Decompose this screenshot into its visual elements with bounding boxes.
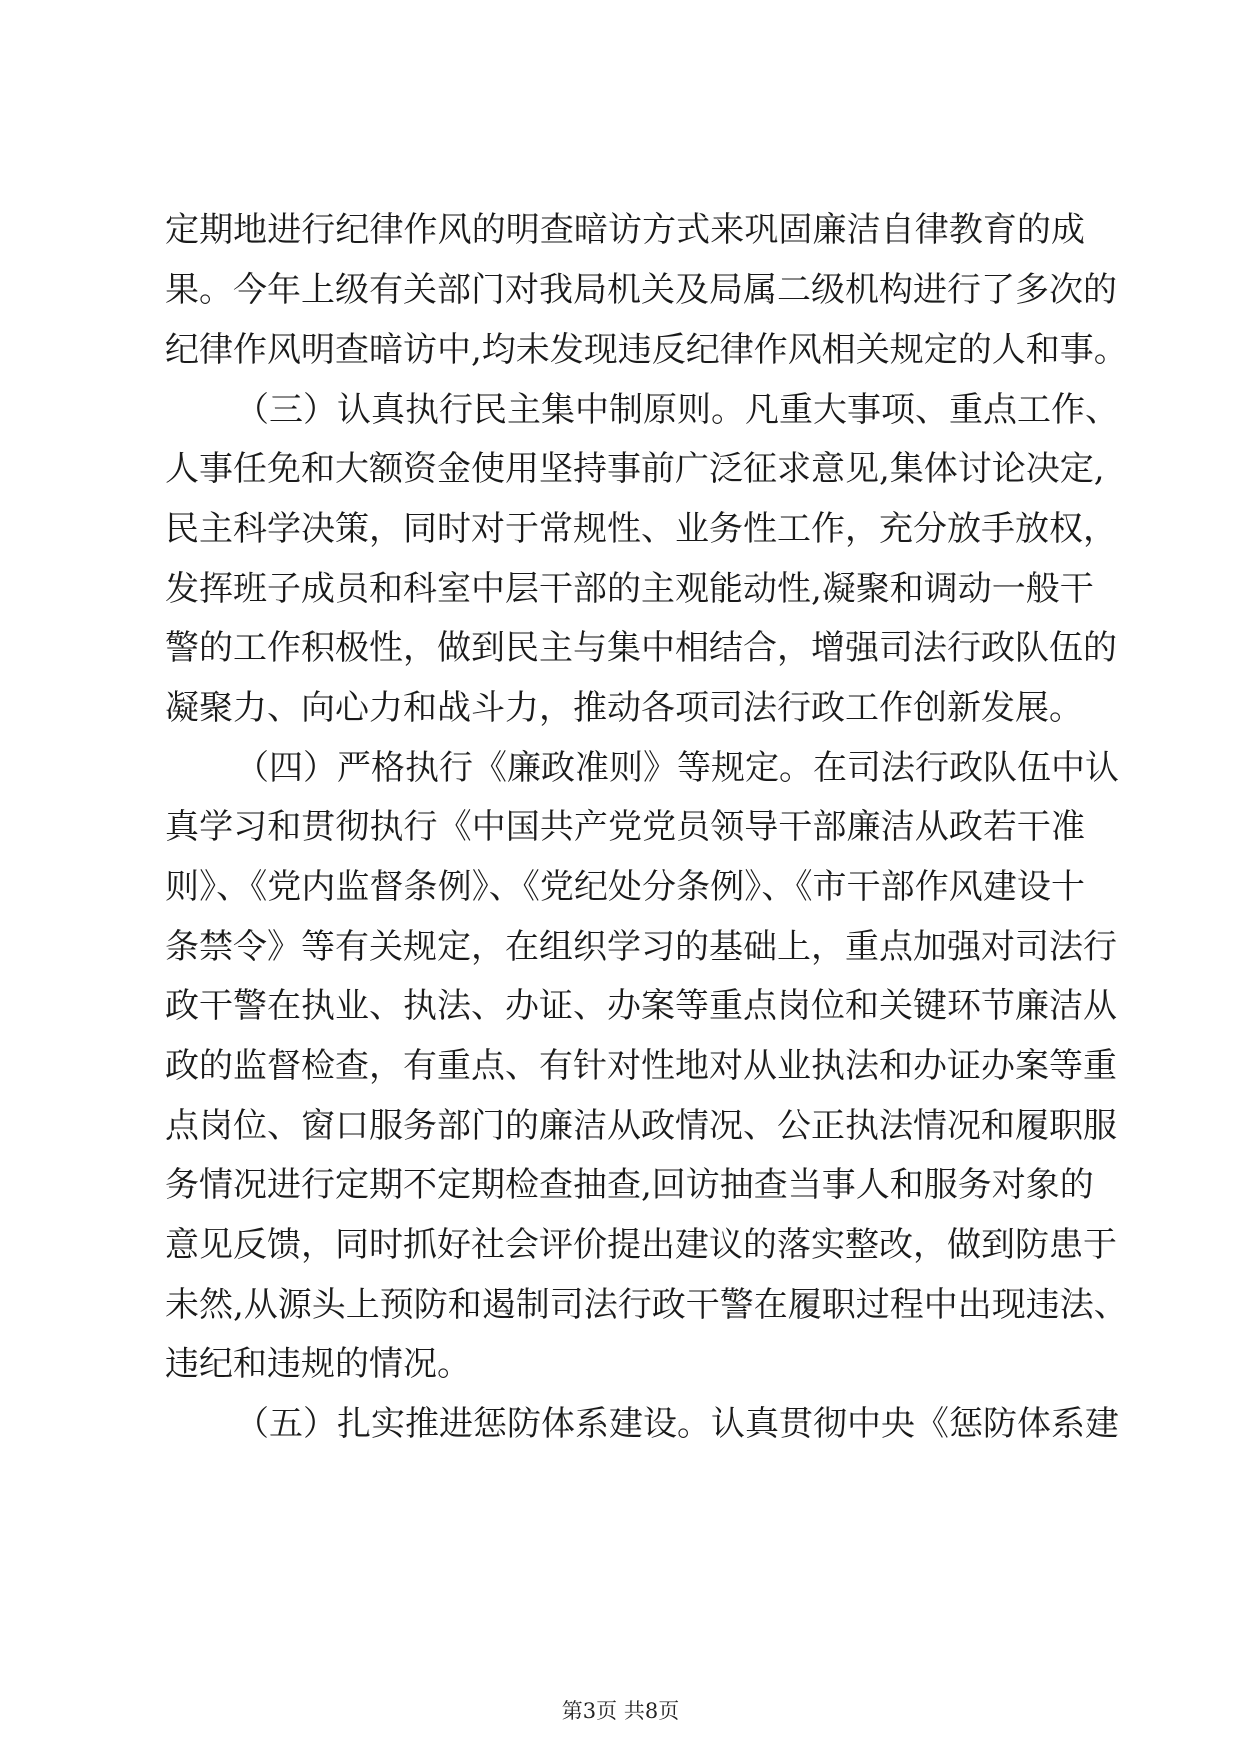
text-line-paragraph-start: （四）严格执行《廉政准则》等规定。在司法行政队伍中认	[235, 748, 1119, 788]
text-line: 意见反馈，同时抓好社会评价提出建议的落实整改，做到防患于	[165, 1225, 1117, 1265]
text-line: 务情况进行定期不定期检查抽查,回访抽查当事人和服务对象的	[165, 1165, 1094, 1205]
text-line: 民主科学决策，同时对于常规性、业务性工作，充分放手放权，	[165, 509, 1117, 549]
text-line: 真学习和贯彻执行《中国共产党党员领导干部廉洁从政若干准	[165, 807, 1085, 847]
text-line: 条禁令》等有关规定，在组织学习的基础上，重点加强对司法行	[165, 927, 1117, 967]
text-line: 未然,从源头上预防和遏制司法行政干警在履职过程中出现违法、	[165, 1285, 1128, 1325]
text-line-paragraph-start: （五）扎实推进惩防体系建设。认真贯彻中央《惩防体系建	[235, 1404, 1119, 1444]
text-line: 警的工作积极性，做到民主与集中相结合，增强司法行政队伍的	[165, 628, 1117, 668]
text-line: 点岗位、窗口服务部门的廉洁从政情况、公正执法情况和履职服	[165, 1106, 1117, 1146]
text-line-paragraph-start: （三）认真执行民主集中制原则。凡重大事项、重点工作、	[235, 390, 1119, 430]
page-number-footer: 第3页 共8页	[561, 1699, 680, 1723]
text-line: 凝聚力、向心力和战斗力，推动各项司法行政工作创新发展。	[165, 688, 1083, 728]
text-line: 定期地进行纪律作风的明查暗访方式来巩固廉洁自律教育的成	[165, 210, 1085, 250]
text-line: 果。今年上级有关部门对我局机关及局属二级机构进行了多次的	[165, 270, 1117, 310]
text-line: 则》、《党内监督条例》、《党纪处分条例》、《市干部作风建设十	[165, 867, 1085, 907]
text-line: 违纪和违规的情况。	[165, 1344, 471, 1384]
text-line: 人事任免和大额资金使用坚持事前广泛征求意见,集体讨论决定,	[165, 449, 1105, 489]
text-line: 发挥班子成员和科室中层干部的主观能动性,凝聚和调动一般干	[165, 569, 1094, 609]
text-line: 纪律作风明查暗访中,均未发现违反纪律作风相关规定的人和事。	[165, 330, 1128, 370]
text-line: 政干警在执业、执法、办证、办案等重点岗位和关键环节廉洁从	[165, 986, 1117, 1026]
text-line: 政的监督检查，有重点、有针对性地对从业执法和办证办案等重	[165, 1046, 1117, 1086]
